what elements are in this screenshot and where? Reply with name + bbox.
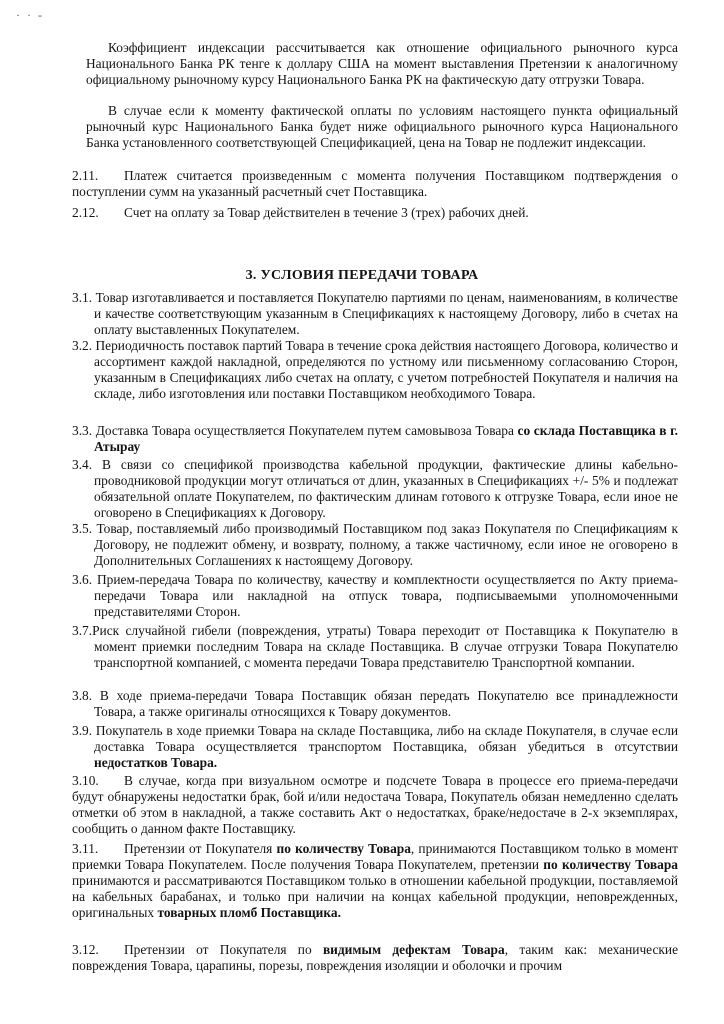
clause-text: В связи со спецификой производства кабельной продукции, фактические длины кабельно-проводниковой продукции могут отличаться от длин, указанных в Спецификациях +/- 5% и подлежат обязательной оплате Покупателем, по фактическим длинам готового к отгрузке Товара, если иное не оговорено в Спецификациях к Договору. [94, 457, 678, 520]
clause-2-11 [72, 168, 678, 200]
clause-3-4 [72, 457, 678, 521]
corner-mark: · · - [16, 8, 44, 22]
clause-text: В ходе приема-передачи Товара Поставщик обязан передать Покупателю все принадлежности Товара, а также оригиналы относящихся к Товару документов. [94, 688, 678, 719]
clause-number: 2.12. [72, 205, 99, 220]
clause-text: Периодичность поставок партий Товара в течение срока действия настоящего Договора, количество и ассортимент каждой накладной, определяются по устному или письменному согласованию Сторон, указанным в Спецификациях либо счетах на оплату, с учетом потребностей Покупателя и наличия на складе, либо изготовления или поставки Поставщиком необходимого Товара. [94, 338, 678, 401]
clause-text: В случае, когда при визуальном осмотре и подсчете Товара в процессе его приема-передачи будут обнаружены недостатки брак, бой и/или недостача Товара, Покупатель обязан немедленно сделать отметки об этом в накладной, а также составить Акт о недостатках, браке/недостаче в 2-х экземплярах, сообщить о данном факте Поставщику. [72, 773, 678, 836]
clause-3-6 [72, 572, 678, 620]
clause-3-11 [72, 841, 678, 921]
clause-text: Риск случайной гибели (повреждения, утраты) Товара переходит от Поставщика к Покупателю в момент приемки последним Товара на складе Поставщика. В случае отгрузки Товара Покупателю транспортной компанией, с момента передачи Товара представителю Транспортной компании. [92, 623, 678, 670]
clause-text: Товар, поставляемый либо производимый Поставщиком под заказ Покупателя по Спецификациям к Договору, не подлежит обмену, и возврату, полному, а также частичному, если иное не оговорено в Дополнительных Соглашениях к настоящему Договору. [94, 521, 678, 568]
clause-3-8 [72, 688, 678, 720]
clause-bold-text: по количеству Товара [276, 841, 411, 856]
clause-3-5 [72, 521, 678, 569]
clause-text: Доставка Товара осуществляется Покупателем путем самовывоза Товара [95, 423, 518, 438]
clause-text: Платеж считается произведенным с момента получения Поставщиком подтверждения о поступлении сумм на указанный расчетный счет Поставщика. [72, 168, 678, 199]
clause-text: Претензии от Покупателя по [124, 942, 323, 957]
clause-number: 3.12. [72, 942, 99, 957]
clause-bold-text: товарных пломб Поставщика. [157, 904, 341, 920]
clause-text: Прием-передача Товара по количеству, качеству и комплектности осуществляется по Акту приема-передачи Товара или накладной на отпуск товара, подписываемыми уполномоченными представителями Сторон. [94, 572, 678, 619]
clause-3-1 [72, 290, 678, 338]
clause-3-10 [72, 773, 678, 837]
clause-text: Товар изготавливается и поставляется Покупателю партиями по ценам, наименованиям, в количестве и качестве соответствующим указанным в Спецификациях к настоящему Договору, либо в счетах на оплату выставленных Покупателем. [94, 290, 678, 337]
clause-number: 3.9. [72, 723, 93, 738]
clause-number: 3.8. [72, 688, 93, 703]
clause-text: принимаются и рассматриваются Поставщиком только в отношении кабельной продукции, поставляемой на кабельных барабанах, и только при наличии на концах кабельной продукции, неповрежденных, оригинальных [72, 872, 678, 920]
clause-text: Счет на оплату за Товар действителен в течение 3 (трех) рабочих дней. [124, 205, 529, 220]
clause-number: 3.4. [72, 457, 93, 472]
clause-number: 3.6. [72, 572, 93, 587]
intro-paragraph-1: Коэффициент индексации рассчитывается как отношение официального рыночного курса Национального Банка РК тенге к доллару США на момент выставления Претензии к аналогичному официальному рыночному курсу Национального Банка РК на фактическую дату отгрузки Товара. [86, 40, 678, 87]
clause-bold-text: по количеству Товара [543, 856, 678, 872]
clause-text: , принимаются Поставщиком только в момент приемки Товара Покупателем. После получения Товара Покупателем, претензии [72, 841, 678, 872]
clause-3-9 [72, 723, 678, 771]
clause-number: 3.2. [72, 338, 93, 353]
clause-number: 3.3. [72, 423, 93, 438]
section-3-heading: 3. УСЛОВИЯ ПЕРЕДАЧИ ТОВАРА [245, 268, 479, 283]
clause-text: , таким как: механические повреждения Товара, царапины, порезы, повреждения изоляции и оболочки и прочим [72, 942, 679, 973]
clause-number: 3.7. [72, 623, 93, 638]
clause-bold-text: со склада Поставщика в г. Атырау [94, 423, 679, 454]
clause-2-12 [72, 205, 678, 221]
clause-number: 2.11. [72, 168, 99, 183]
clause-text: Претензии от Покупателя [124, 841, 277, 856]
intro-paragraph-2: В случае если к моменту фактической оплаты по условиям настоящего пункта официальный рыночный курс Национального Банка будет ниже официального рыночного курса Национального Банка установленного соответствующей Спецификацией, цена на Товар не подлежит индексации. [86, 103, 678, 150]
clause-number: 3.1. [72, 290, 93, 305]
clause-bold-text: видимым дефектам Товара [322, 942, 505, 957]
clause-3-7 [72, 623, 678, 671]
clause-bold-text: недостатков Товара. [94, 754, 218, 770]
clause-3-2 [72, 338, 678, 402]
clause-text: Покупатель в ходе приемки Товара на складе Поставщика, либо на складе Покупателя, в случае если доставка Товара осуществляется транспортом Поставщика, обязан убедиться в отсутствии [94, 723, 678, 754]
clause-number: 3.11. [72, 841, 99, 856]
clause-3-12 [72, 942, 678, 974]
clause-number: 3.10. [72, 773, 99, 788]
clause-number: 3.5. [72, 521, 93, 536]
clause-3-3 [72, 423, 678, 455]
